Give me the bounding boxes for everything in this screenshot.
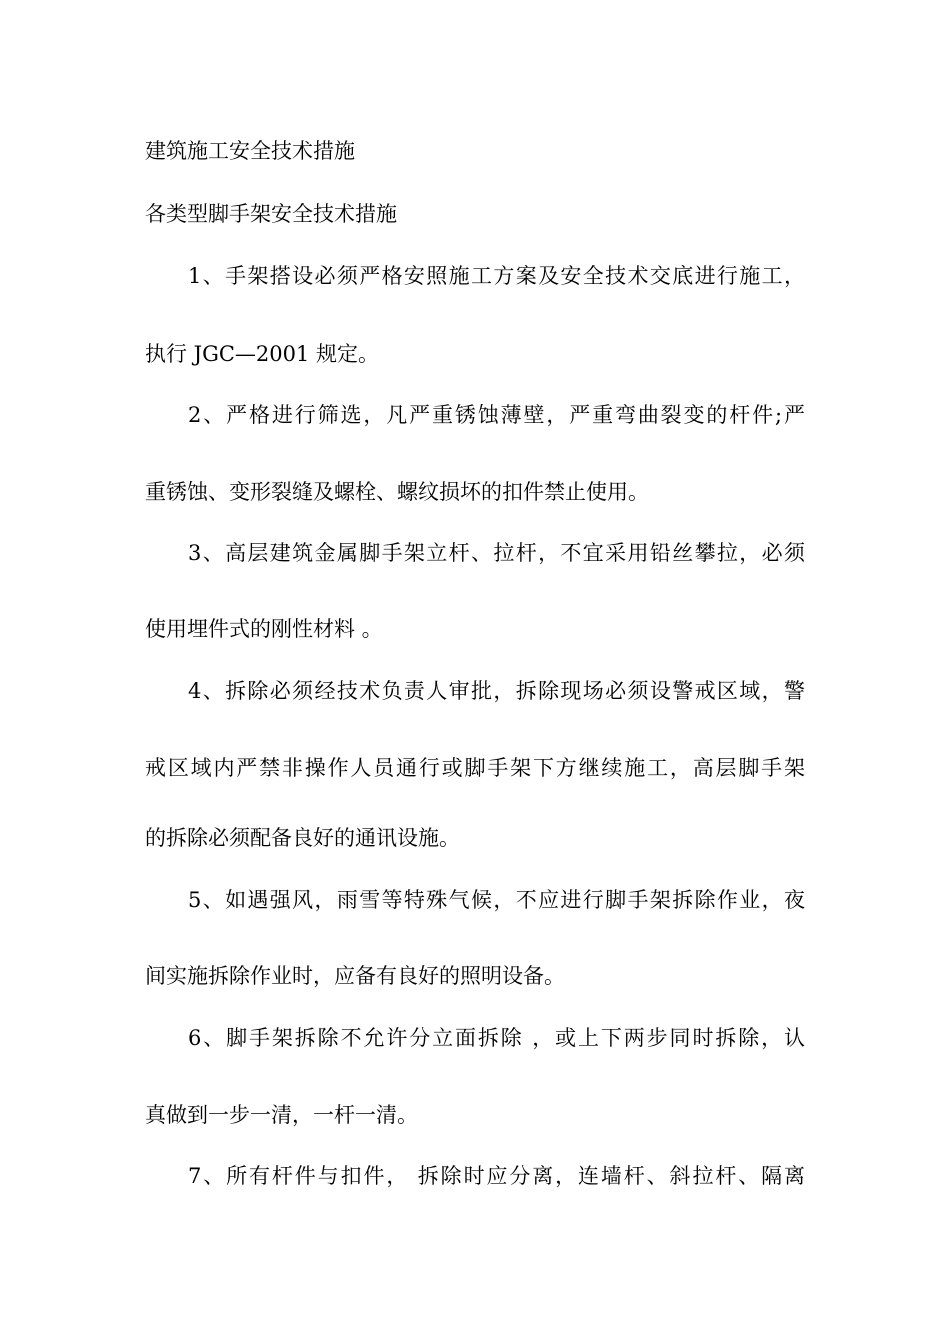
document-title: 建筑施工安全技术措施	[145, 139, 355, 163]
paragraph-2-line-2: 重锈蚀、变形裂缝及螺栓、螺纹损坏的扣件禁止使用。	[145, 480, 649, 504]
document-subtitle: 各类型脚手架安全技术措施	[145, 202, 397, 226]
paragraph-2-line-1: 2、严格进行筛选，凡严重锈蚀薄壁，严重弯曲裂变的杆件;严	[188, 403, 805, 427]
paragraph-4-line-3: 的拆除必须配备良好的通讯设施。	[145, 826, 460, 850]
paragraph-6-line-1: 6、脚手架拆除不允许分立面拆除 ，或上下两步同时拆除，认	[188, 1026, 805, 1050]
paragraph-4-line-2: 戒区域内严禁非操作人员通行或脚手架下方继续施工，高层脚手架	[145, 756, 805, 780]
paragraph-1-line-2: 执行 JGC—2001 规定。	[145, 342, 380, 366]
paragraph-4-line-1: 4、拆除必须经技术负责人审批，拆除现场必须设警戒区域，警	[188, 679, 805, 703]
paragraph-5-line-1: 5、如遇强风，雨雪等特殊气候，不应进行脚手架拆除作业，夜	[188, 888, 805, 912]
paragraph-6-line-2: 真做到一步一清，一杆一清。	[145, 1103, 418, 1127]
paragraph-3-line-1: 3、高层建筑金属脚手架立杆、拉杆，不宜采用铅丝攀拉，必须	[188, 541, 805, 565]
paragraph-5-line-2: 间实施拆除作业时，应备有良好的照明设备。	[145, 964, 565, 988]
paragraph-3-line-2: 使用埋件式的刚性材料 。	[145, 617, 383, 641]
paragraph-7-line-1: 7、所有杆件与扣件， 拆除时应分离，连墙杆、斜拉杆、隔离	[188, 1164, 805, 1188]
paragraph-1-line-1: 1、手架搭设必须严格安照施工方案及安全技术交底进行施工，	[188, 264, 805, 288]
